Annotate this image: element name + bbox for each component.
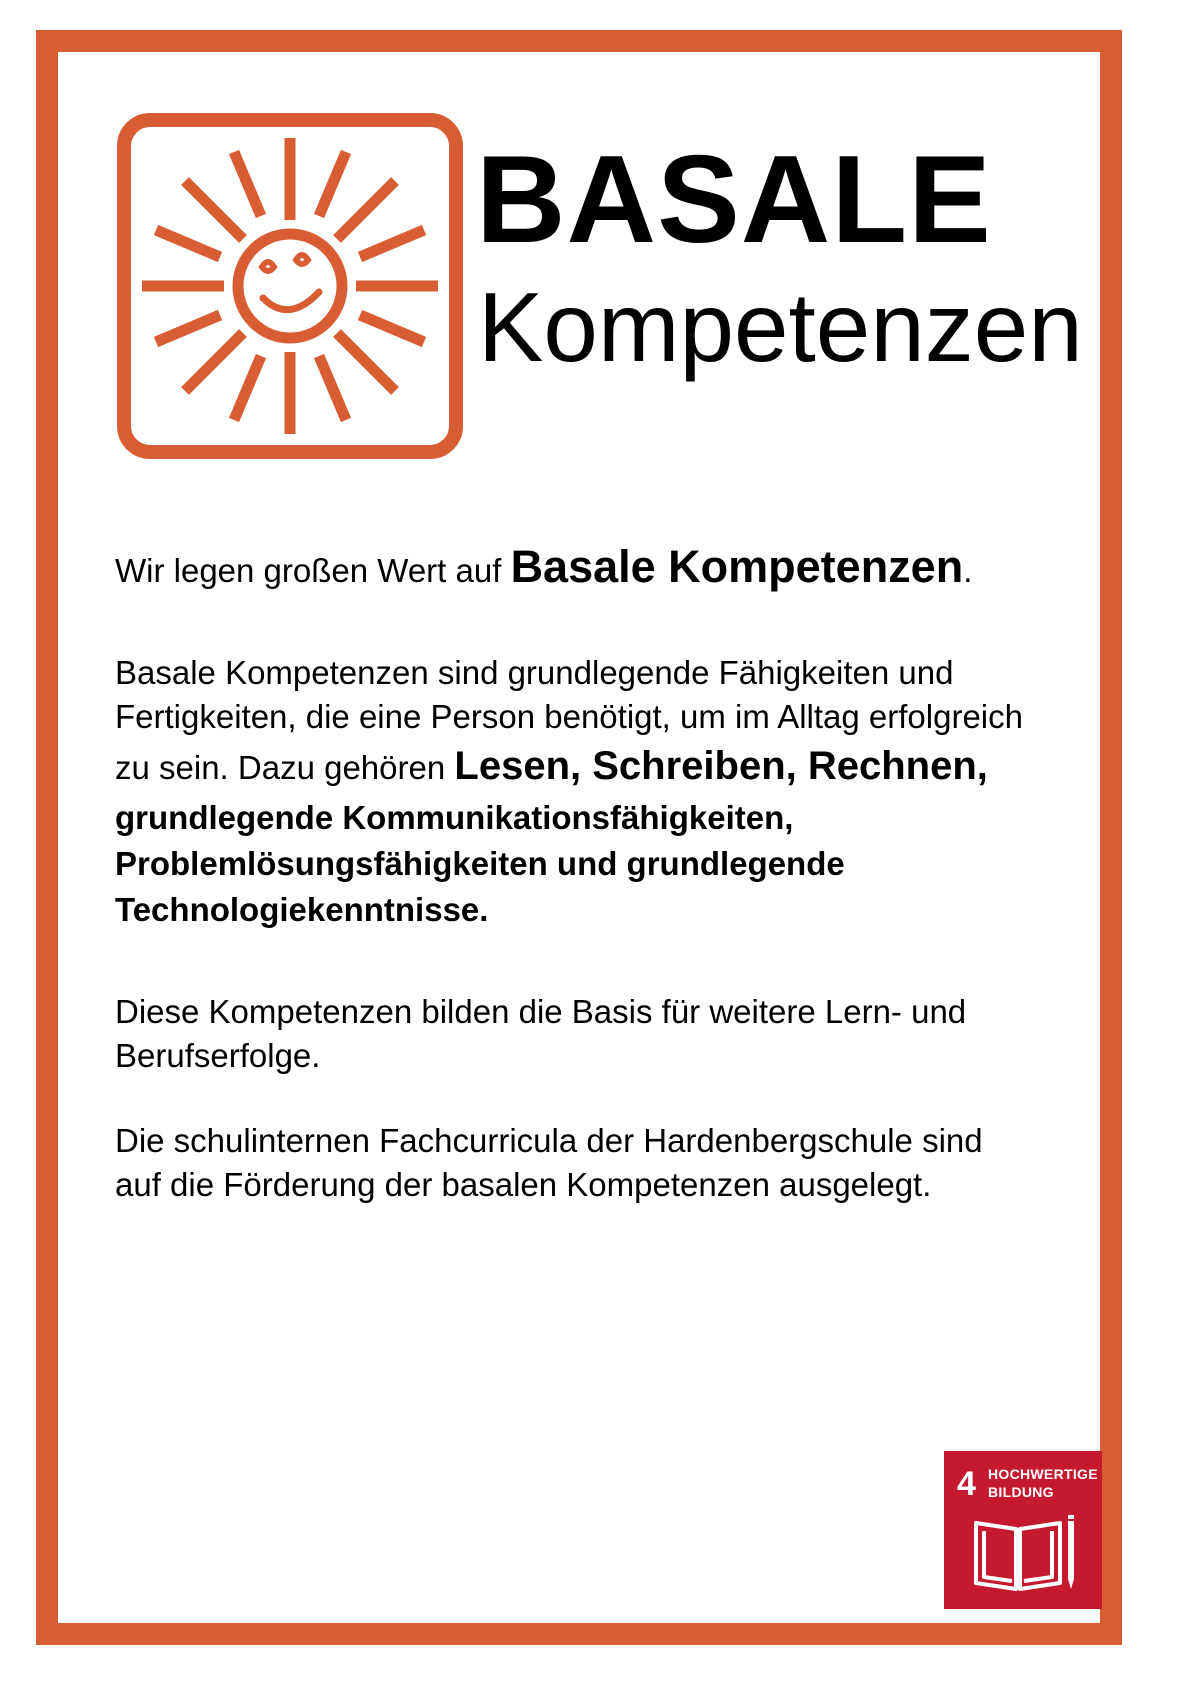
sdg-label-line: BILDUNG [988,1484,1054,1500]
sdg-number: 4 [957,1465,976,1503]
intro-emphasis: Basale Kompetenzen [510,541,964,592]
smiling-sun-icon [116,112,464,460]
sdg-label [988,1465,1098,1501]
skills-emphasis: Lesen, Schreiben, Rechnen, [454,744,988,788]
paragraph-line: Die schulinternen Fachcurricula der Hardenbergschule sind [115,1122,983,1159]
paragraph-curricula [115,1119,1115,1207]
paragraph-line: auf die Förderung der basalen Kompetenzen ausgelegt. [115,1166,932,1203]
paragraph-line: Berufserfolge. [115,1037,321,1074]
paragraph-basis [115,990,1115,1078]
bold-line: Technologiekenntnisse. [115,891,489,928]
open-book-pencil-icon [972,1509,1080,1599]
paragraph-line: Diese Kompetenzen bilden die Basis für weitere Lern- und [115,993,967,1030]
intro-sentence [115,540,1115,598]
paragraph-definition [115,651,1115,933]
intro-prefix: Wir legen großen Wert auf [115,552,511,589]
sdg-label-line: HOCHWERTIGE [988,1466,1098,1482]
title-kompetenzen: Kompetenzen [478,272,1083,382]
bold-line: Problemlösungsfähigkeiten und grundlegende [115,845,845,882]
paragraph-line: Fertigkeiten, die eine Person benötigt, um im Alltag erfolgreich [115,698,1023,735]
paragraph-line: Basale Kompetenzen sind grundlegende Fähigkeiten und [115,654,954,691]
sdg-4-badge [944,1451,1102,1609]
bold-line: grundlegende Kommunikationsfähigkeiten, [115,799,794,836]
paragraph-line [115,739,1115,795]
intro-suffix: . [963,552,973,589]
title-basale: BASALE [476,131,992,269]
paragraph-line-prefix: zu sein. Dazu gehören [115,749,455,786]
